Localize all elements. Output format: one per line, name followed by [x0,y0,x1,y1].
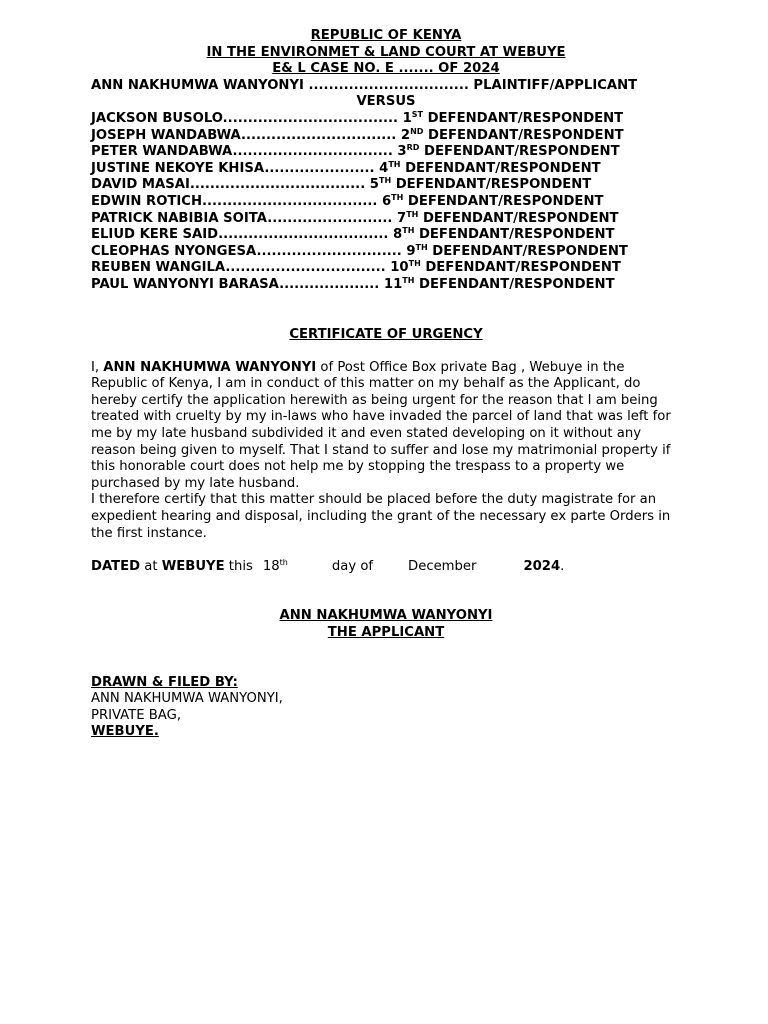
defendant-dots: ................................... [189,177,366,193]
defendant-number: 1 [398,110,412,126]
dated-label: DATED [91,558,141,574]
defendants-list [91,111,681,294]
defendant-dots: ...................... [264,160,375,176]
plaintiff-dots: ................................ [303,77,469,93]
defendant-number: 11 [379,276,403,292]
defendant-row [91,177,681,194]
filed-name: ANN NAKHUMWA WANYONYI, [91,691,283,707]
body-paragraph-1 [91,360,681,493]
defendant-number: 9 [401,243,416,259]
defendant-number: 6 [377,193,392,209]
defendant-role: DEFENDANT/RESPONDENT [414,276,615,292]
defendant-role: DEFENDANT/RESPONDENT [423,110,624,126]
p1-text: of Post Office Box private Bag , Webuye in the Republic of Kenya, I am in conduct of this matter on my behalf as the Applicant, do hereby certify the application herewith as being urgent for the reason that I am being treated with cruelty by my in-laws who have invaded the parcel of land that was left for me by my late husband subdivided it and even stated developing on it without any reason being given to myself. That I stand to suffer and lose my matrimonial property if this honorable court does not help me by stopping the trespass to a property we purchased by my late husband. [91,359,671,491]
certificate-title: CERTIFICATE OF URGENCY [289,326,483,342]
dated-line [91,559,681,576]
header-republic: REPUBLIC OF KENYA [310,28,462,43]
defendant-row [91,211,681,228]
defendant-ordinal-suffix: TH [415,242,428,252]
p1-prefix: I, [91,359,104,375]
signature-title: THE APPLICANT [327,625,445,640]
defendant-row [91,128,681,145]
defendant-number: 7 [392,210,407,226]
defendant-number: 5 [365,177,379,193]
defendant-name: ELIUD KERE SAID [91,227,219,243]
defendant-role: DEFENDANT/RESPONDENT [403,193,604,209]
defendant-ordinal-suffix: TH [388,159,401,169]
defendant-ordinal-suffix: ST [411,109,424,119]
defendant-role: DEFENDANT/RESPONDENT [427,243,628,259]
defendant-row [91,194,681,211]
defendant-name: PATRICK NABIBIA SOITA [91,210,268,226]
plaintiff-name: ANN NAKHUMWA WANYONYI [91,77,304,93]
defendant-ordinal-suffix: TH [402,275,415,285]
defendant-row [91,144,681,161]
defendant-name: JOSEPH WANDABWA [91,127,241,143]
defendant-name: PAUL WANYONYI BARASA [91,276,280,292]
dated-day-of: day of [331,558,374,574]
defendant-dots: ................................ [225,260,386,276]
document-body [91,28,681,741]
defendant-number: 10 [385,260,409,276]
defendant-name: CLEOPHAS NYONGESA [91,243,257,259]
defendant-role: DEFENDANT/RESPONDENT [414,227,615,243]
defendant-ordinal-suffix: TH [406,209,419,219]
plaintiff-line [91,78,681,95]
defendant-dots: ................................... [222,110,399,126]
defendant-role: DEFENDANT/RESPONDENT [400,160,601,176]
defendant-role: DEFENDANT/RESPONDENT [391,177,592,193]
dated-day-number: 18 [262,558,280,574]
defendant-ordinal-suffix: RD [406,143,420,153]
defendant-role: DEFENDANT/RESPONDENT [418,210,619,226]
defendant-number: 4 [374,160,389,176]
versus-label: VERSUS [356,94,416,110]
defendant-ordinal-suffix: TH [378,176,392,186]
filed-address: PRIVATE BAG, [91,707,182,723]
dated-place: WEBUYE [161,558,225,574]
defendant-dots: ................................... [202,193,378,209]
dated-year: 2024 [523,558,561,574]
dated-this: this [224,558,253,574]
defendant-name: DAVID MASAI [91,177,190,193]
defendant-number: 2 [396,127,411,143]
defendant-dots: .................................. [218,227,389,243]
defendant-row [91,277,681,294]
defendant-ordinal-suffix: ND [410,126,424,136]
header-case-number: E& L CASE NO. E ....... OF 2024 [272,61,500,77]
defendant-number: 3 [392,144,407,160]
signature-name: ANN NAKHUMWA WANYONYI [279,608,493,624]
dated-period: . [560,558,565,574]
defendant-dots: ................................ [232,144,393,160]
defendant-row [91,161,681,178]
defendant-name: PETER WANDABWA [91,144,233,160]
p1-applicant-name: ANN NAKHUMWA WANYONYI [103,359,317,375]
dated-month: December [408,558,477,574]
defendant-dots: ......................... [267,210,393,226]
defendant-row [91,111,681,128]
defendant-dots: ............................. [256,243,402,259]
dated-at: at [140,558,162,574]
defendant-role: DEFENDANT/RESPONDENT [419,144,620,160]
defendant-name: REUBEN WANGILA [91,260,226,276]
filed-label: DRAWN & FILED BY: [91,674,238,690]
defendant-row [91,244,681,261]
defendant-number: 8 [388,227,403,243]
defendant-ordinal-suffix: TH [402,226,415,236]
defendant-name: EDWIN ROTICH [91,193,203,209]
defendant-row [91,227,681,244]
header-court: IN THE ENVIRONMET & LAND COURT AT WEBUYE [206,44,566,60]
defendant-name: JUSTINE NEKOYE KHISA [91,160,265,176]
dated-day [263,559,288,576]
defendant-role: DEFENDANT/RESPONDENT [423,127,624,143]
defendant-dots: ............................... [241,127,397,143]
defendant-ordinal-suffix: TH [391,192,404,202]
defendant-row [91,260,681,277]
defendant-ordinal-suffix: TH [408,259,421,269]
dated-day-suffix: th [279,557,288,567]
plaintiff-role: PLAINTIFF/APPLICANT [468,77,638,93]
defendant-dots: .................... [279,276,380,292]
defendant-role: DEFENDANT/RESPONDENT [420,260,621,276]
defendant-name: JACKSON BUSOLO [91,110,223,126]
body-paragraph-2: I therefore certify that this matter should be placed before the duty magistrate for an expedient hearing and disposal, including the grant of the necessary ex parte Orders in the first instance. [91,492,671,541]
filed-town: WEBUYE. [91,724,159,740]
